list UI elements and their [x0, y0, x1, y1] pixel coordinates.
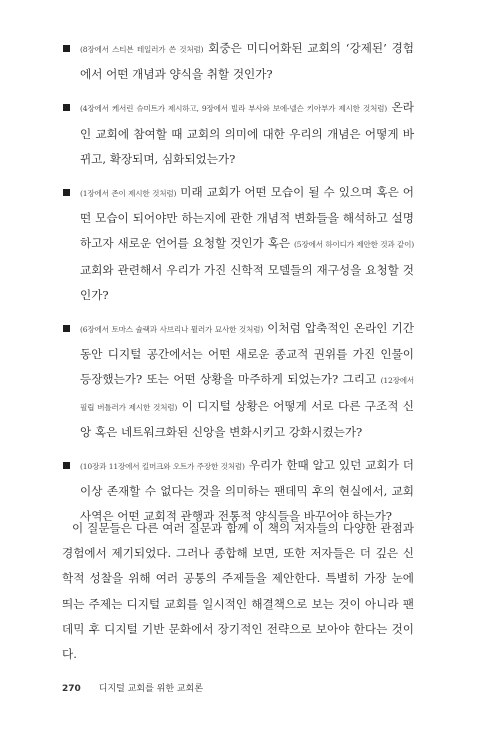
square-bullet-icon — [63, 104, 70, 111]
chapter-note: (6장에서 토마스 슐랙과 사브리나 뮐러가 묘사한 것처럼) — [80, 325, 264, 335]
question-text: 회중은 미디어화된 교회의 ‘강제된’ 경험에서 어떤 개념과 양식을 취할 것인가? — [80, 41, 414, 82]
page-footer — [62, 681, 203, 694]
chapter-note: (12장에서 필립 버틀러가 제시한 것처럼) — [80, 376, 414, 412]
question-text: 이처럼 압축적인 온라인 기간 동안 디지털 공간에서는 어떤 새로운 종교적 권위를 가진 인물이 등장했는가? 또는 어떤 상황을 마주하게 되었는가? 그리고 — [80, 321, 415, 387]
list-item — [62, 316, 414, 445]
question-list — [62, 36, 414, 538]
square-bullet-icon — [63, 189, 70, 196]
square-bullet-icon — [63, 325, 70, 332]
square-bullet-icon — [63, 45, 70, 52]
list-item — [62, 36, 414, 87]
page-number: 270 — [62, 684, 81, 694]
question-text: 교회와 관련해서 우리가 가진 신학적 모델들의 재구성을 요청할 것인가? — [80, 262, 414, 302]
question-text: 우리가 한때 알고 있던 교회가 더 이상 존재할 수 없다는 것을 의미하는 팬데믹 후의 현실에서, 교회 사역은 어떤 교회적 관행과 전통적 양식들을 바꾸어야 하는가? — [80, 458, 414, 524]
chapter-note: (10장과 11장에서 킬머크와 오트가 주장한 것처럼) — [80, 462, 245, 472]
running-title: 디지털 교회를 위한 교회론 — [98, 684, 204, 694]
question-text: 이 디지털 상황은 어떻게 서로 다른 구조적 신앙 혹은 네트워크화된 신앙을 변화시키고 강화시켰는가? — [80, 398, 415, 439]
list-item — [62, 95, 414, 172]
chapter-note: (5장에서 하이디가 제안한 것과 같이) — [294, 240, 414, 250]
square-bullet-icon — [63, 462, 70, 469]
question-text: 미래 교회가 어떤 모습이 될 수 있으며 혹은 어떤 모습이 되어야만 하는지에 관한 개념적 변화들을 해석하고 설명하고자 새로운 언어를 요청할 것인가 혹은 — [80, 185, 414, 251]
question-text: 온라인 교회에 참여할 때 교회의 의미에 대한 우리의 개념은 어떻게 바뀌고, 확장되며, 심화되었는가? — [80, 100, 414, 166]
list-item — [62, 180, 414, 308]
closing-paragraph: 이 질문들은 다른 여러 질문과 함께 이 책의 저자들의 다양한 관점과 경험에서 제기되었다. 그러나 종합해 보면, 또한 저자들은 더 깊은 신학적 성찰을 위해 여러 공통의 주제들을 제안한다. 특별히 가장 눈에 띄는 주제는 디지털 교회를 일시적인 해결책으로 보는 것이 아니라 팬데믹 후 디지털 기반 문화에서 장기적인 전략으로 보아야 한다는 것이다. — [62, 521, 414, 662]
chapter-note: (4장에서 케서린 슈미트가 제시하고, 9장에서 빌라 부사와 보에-넬슨 키아부가 제시한 것처럼) — [80, 104, 388, 114]
chapter-note: (8장에서 스티븐 테일러가 쓴 것처럼) — [80, 45, 204, 54]
chapter-note: (1장에서 존이 제시한 것처럼) — [80, 189, 177, 199]
